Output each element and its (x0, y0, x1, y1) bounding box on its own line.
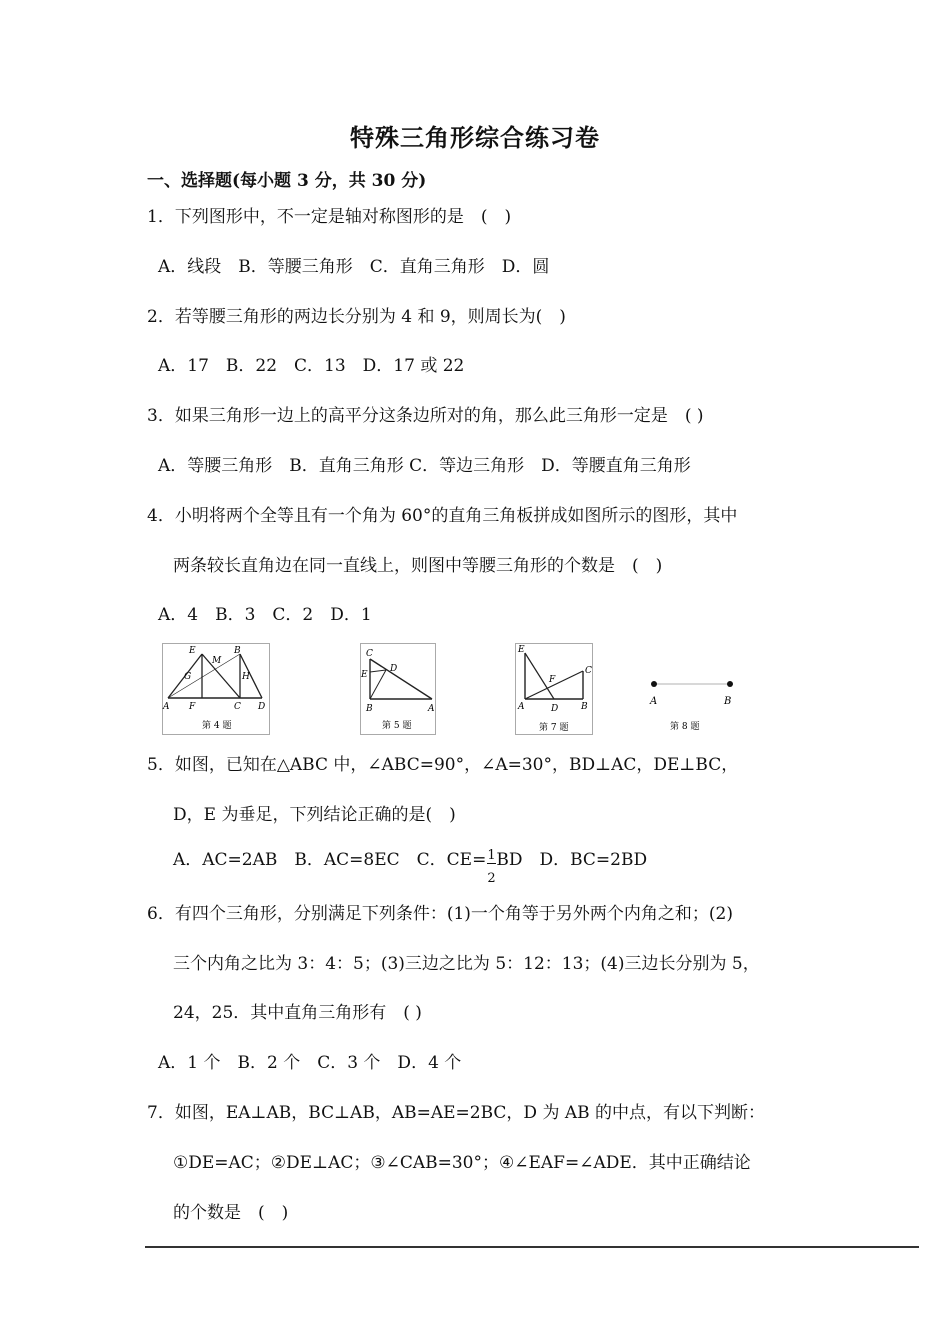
fig5-label-a: A (428, 704, 435, 714)
fraction-numerator: 1 (487, 848, 496, 863)
question-5-stem-line1: 5．如图，已知在△ABC 中，∠ABC=90°，∠A=30°，BD⊥AC，DE⊥BC， (147, 755, 739, 775)
fig8-caption: 第 8 题 (670, 722, 700, 732)
question-2-stem: 2．若等腰三角形的两边长分别为 4 和 9，则周长为( ) (147, 307, 566, 327)
question-4-stem-line1: 4．小明将两个全等且有一个角为 60°的直角三角板拼成如图所示的图形，其中 (147, 506, 738, 526)
figure-8 (646, 676, 738, 736)
question-1-stem: 1．下列图形中，不一定是轴对称图形的是 ( ) (147, 207, 512, 227)
question-6-options: A．1 个 B．2 个 C．3 个 D．4 个 (158, 1053, 462, 1073)
fig4-label-d: D (258, 702, 266, 712)
fraction-one-half (486, 848, 496, 886)
fig8-label-b: B (724, 696, 732, 707)
page-title: 特殊三角形综合练习卷 (350, 124, 600, 152)
fig4-label-a: A (163, 702, 170, 712)
fig7-label-f: F (549, 675, 556, 685)
fig7-label-e: E (518, 645, 525, 655)
question-7-stem-line3: 的个数是 ( ) (173, 1203, 289, 1223)
question-7-stem-line2: ①DE=AC；②DE⊥AC；③∠CAB=30°；④∠EAF=∠ADE．其中正确结论 (173, 1153, 751, 1173)
fig5-label-e: E (361, 670, 368, 680)
fig7-label-d: D (551, 704, 559, 714)
question-3-options: A．等腰三角形 B．直角三角形 C．等边三角形 D．等腰直角三角形 (158, 456, 691, 476)
fig4-label-h: H (242, 672, 250, 682)
question-4-options: A．4 B．3 C．2 D．1 (158, 605, 372, 625)
fig4-caption: 第 4 题 (202, 721, 232, 731)
question-5-options (173, 845, 648, 886)
question-2-options: A．17 B．22 C．13 D．17 或 22 (158, 356, 465, 376)
figure-7 (515, 643, 593, 735)
fig4-label-e: E (189, 646, 196, 656)
fig4-label-f: F (189, 702, 196, 712)
fig5-label-b: B (366, 704, 373, 714)
fig5-label-c: C (366, 649, 373, 659)
question-6-stem-line2: 三个内角之比为 3：4：5；(3)三边之比为 5：12：13；(4)三边长分别为 5， (173, 954, 760, 974)
question-6-stem-line3: 24，25．其中直角三角形有 ( ) (173, 1003, 422, 1023)
question-5-stem-line2: D，E 为垂足，下列结论正确的是( ) (173, 805, 456, 825)
fig4-label-b: B (234, 646, 241, 656)
fig7-label-a: A (518, 702, 525, 712)
fig7-caption: 第 7 题 (539, 723, 569, 733)
page-bottom-rule (145, 1246, 919, 1248)
fig4-label-c: C (234, 702, 241, 712)
fig7-label-c: C (585, 666, 592, 676)
fig7-label-b: B (581, 702, 588, 712)
question-7-stem-line1: 7．如图，EA⊥AB，BC⊥AB，AB=AE=2BC，D 为 AB 的中点，有以下判断： (147, 1103, 766, 1123)
section-heading: 一、选择题(每小题 3 分，共 30 分) (147, 171, 427, 191)
fig8-label-a: A (650, 696, 658, 707)
question-5-options-b: BD D．BC=2BD (496, 850, 648, 870)
question-1-options: A．线段 B．等腰三角形 C．直角三角形 D．圆 (158, 257, 550, 277)
fig5-caption: 第 5 题 (382, 721, 412, 731)
figure-5 (360, 643, 436, 735)
fig4-label-g: G (184, 672, 192, 682)
question-6-stem-line1: 6．有四个三角形，分别满足下列条件：(1)一个角等于另外两个内角之和；(2) (147, 904, 733, 924)
question-5-options-a: A．AC=2AB B．AC=8EC C．CE= (173, 850, 487, 870)
fig5-label-d: D (390, 664, 398, 674)
question-4-stem-line2: 两条较长直角边在同一直线上，则图中等腰三角形的个数是 ( ) (173, 556, 663, 576)
question-3-stem: 3．如果三角形一边上的高平分这条边所对的角，那么此三角形一定是 ( ) (147, 406, 704, 426)
fig4-label-m: M (212, 656, 222, 666)
fraction-denominator: 2 (487, 871, 496, 886)
figure-4 (162, 643, 270, 735)
